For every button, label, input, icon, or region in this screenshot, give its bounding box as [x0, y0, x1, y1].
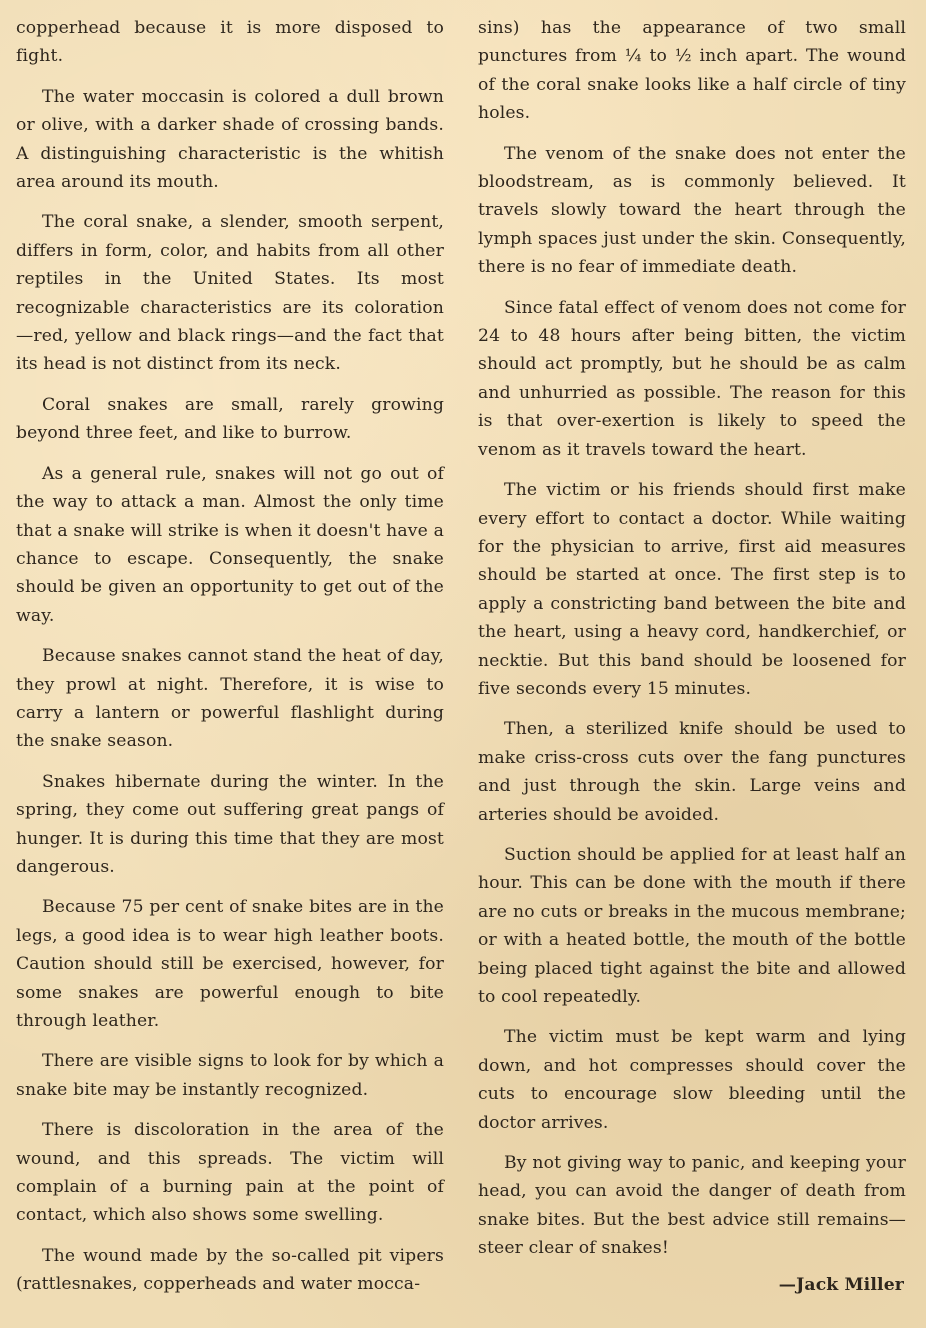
paragraph: By not giving way to panic, and keeping your head, you can avoid the danger of death from snake bites. But the best advice still remains—steer clear of snakes!	[478, 1153, 906, 1259]
paragraph: There are visible signs to look for by which a snake bite may be instantly recognized.	[16, 1051, 444, 1100]
paragraph: Coral snakes are small, rarely growing beyond three feet, and like to burrow.	[16, 394, 444, 444]
paragraph: Then, a sterilized knife should be used to make criss-cross cuts over the fang punctures and just through the skin. Large veins and arteries should be avoided.	[478, 719, 906, 825]
paragraph: The wound made by the so-called pit vipers (rattlesnakes, copperheads and water mocca-	[16, 1245, 444, 1295]
left-column	[16, 14, 444, 1311]
paragraph: The water moccasin is colored a dull brown or olive, with a darker shade of crossing bands. A distinguishing characteristic is the whitish area around its mouth.	[16, 86, 444, 193]
paragraph: The victim must be kept warm and lying down, and hot compresses should cover the cuts to encourage slow bleeding until the doctor arrives.	[478, 1027, 906, 1133]
paragraph: The coral snake, a slender, smooth serpent, differs in form, color, and habits from all other reptiles in the United States. Its most recognizable characteristics are its coloration —red, yellow and black rings—and the fact that its head is not distinct from its neck.	[16, 212, 444, 375]
paragraph: Since fatal effect of venom does not come for 24 to 48 hours after being bitten, the victim should act promptly, but he should be as calm and unhurried as possible. The reason for this is that over-exertion is likely to speed the venom as it travels toward the heart.	[478, 297, 906, 460]
author-signature: —Jack Miller	[778, 1274, 904, 1295]
paragraph: copperhead because it is more disposed to fight.	[16, 18, 444, 67]
paragraph: Because 75 per cent of snake bites are in the legs, a good idea is to wear high leather boots. Caution should still be exercised, however, for some snakes are powerful enough to bite through leather.	[16, 897, 444, 1031]
paragraph: As a general rule, snakes will not go out of the way to attack a man. Almost the only time that a snake will strike is when it doesn't have a chance to escape. Consequently, the snake should be given an opportunity to get out of the way.	[16, 463, 444, 626]
paragraph: Snakes hibernate during the winter. In the spring, they come out suffering great pangs of hunger. It is during this time that they are most dangerous.	[16, 771, 444, 877]
paragraph: Suction should be applied for at least half an hour. This can be done with the mouth if there are no cuts or breaks in the mucous membrane; or with a heated bottle, the mouth of the bottle being placed tight against the bite and allowed to cool repeatedly.	[478, 844, 906, 1007]
paragraph: sins) has the appearance of two small punctures from ¼ to ½ inch apart. The wound of the coral snake looks like a half circle of tiny holes.	[478, 18, 906, 124]
right-column	[478, 14, 906, 1299]
paragraph: There is discoloration in the area of the wound, and this spreads. The victim will complain of a burning pain at the point of contact, which also shows some swelling.	[16, 1120, 444, 1226]
paragraph: Because snakes cannot stand the heat of day, they prowl at night. Therefore, it is wise to carry a lantern or powerful flashlight during the snake season.	[16, 646, 444, 752]
paragraph: The victim or his friends should first make every effort to contact a doctor. While waiting for the physician to arrive, first aid measures should be started at once. The first step is to apply a constricting band between the bite and the heart, using a heavy cord, handkerchief, or necktie. But this band should be loosened for five seconds every 15 minutes.	[478, 480, 906, 699]
paragraph: The venom of the snake does not enter the bloodstream, as is commonly believed. It travels slowly toward the heart through the lymph spaces just under the skin. Consequently, there is no fear of immediate death.	[478, 143, 906, 278]
